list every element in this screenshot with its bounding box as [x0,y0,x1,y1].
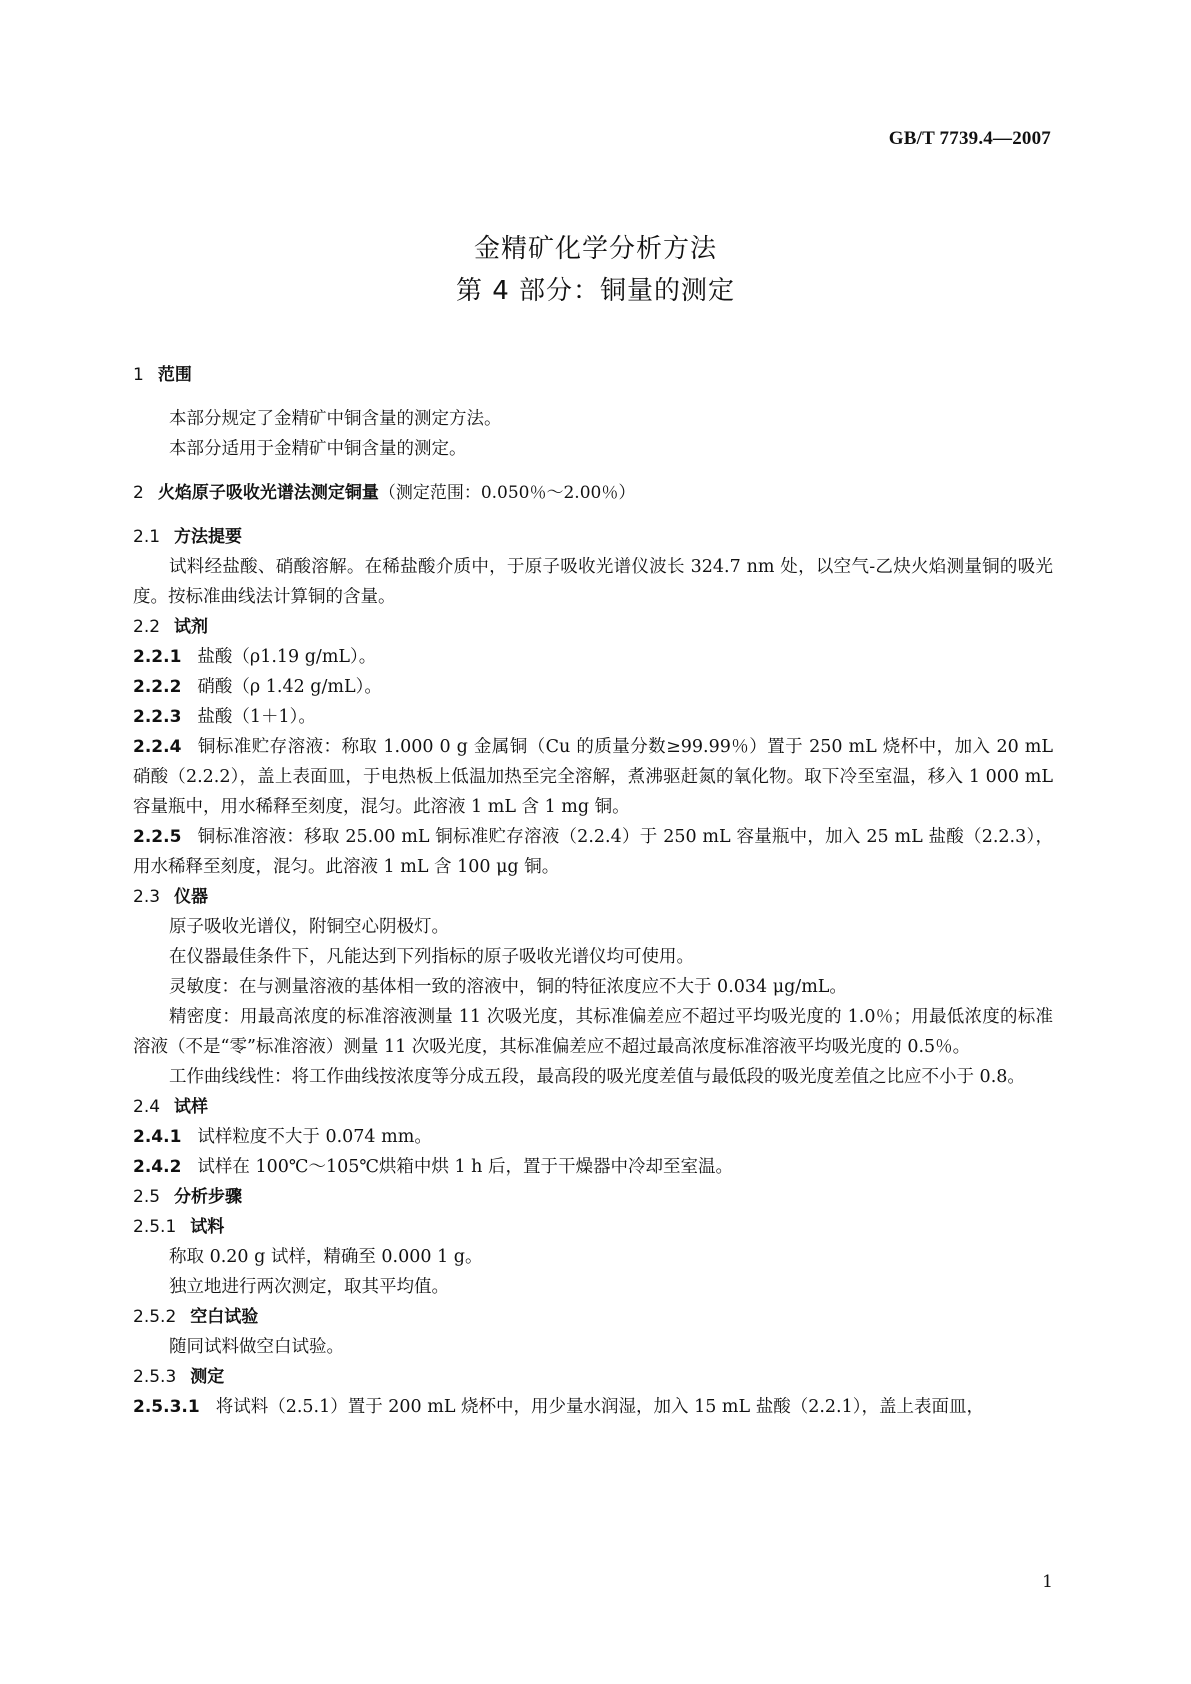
section-2-5-2-heading [133,1302,1053,1332]
section-2-1-heading [133,522,1053,552]
paragraph: 独立地进行两次测定，取其平均值。 [169,1277,449,1297]
section-number: 2.5.3 [133,1367,177,1387]
section-subtitle: （测定范围：0.050％～2.00％） [378,483,636,503]
section-2-5-heading [133,1182,1053,1212]
item-number: 2.2.2 [133,677,182,697]
section-2-5-3-heading [133,1362,1053,1392]
list-item [133,732,1053,822]
paragraph: 本部分适用于金精矿中铜含量的测定。 [169,439,467,459]
section-title: 空白试验 [190,1307,259,1327]
section-title: 方法提要 [174,527,243,547]
item-number: 2.2.1 [133,647,182,667]
section-number: 2.2 [133,617,161,637]
title-line-2: 第 4 部分：铜量的测定 [455,276,736,306]
page-number: 1 [1042,1572,1053,1592]
section-number: 2 [133,483,144,503]
section-title: 试料 [190,1217,225,1237]
section-number: 2.4 [133,1097,161,1117]
item-number: 2.2.4 [133,737,182,757]
item-text: 铜标准溶液：移取 25.00 mL 铜标准贮存溶液（2.2.4）于 250 mL 容量瓶中，加入 25 mL 盐酸（2.2.3），用水稀释至刻度，混匀。此溶液 1 mL 含 100 μg 铜。 [133,827,1053,877]
document-body [133,360,1053,1422]
section-2-heading [133,478,1053,508]
list-item [133,1122,1053,1152]
document-title [0,228,1191,312]
list-item [133,672,1053,702]
item-text: 盐酸（ρ1.19 g/mL）。 [197,647,377,667]
paragraph: 在仪器最佳条件下，凡能达到下列指标的原子吸收光谱仪均可使用。 [169,947,694,967]
list-item [133,1152,1053,1182]
item-text: 铜标准贮存溶液：称取 1.000 0 g 金属铜（Cu 的质量分数≥99.99％）置于 250 mL 烧杯中，加入 20 mL 硝酸（2.2.2），盖上表面皿，于电热板上低温加热至完全溶解，煮沸驱赶氮的氧化物。取下冷至室温，移入 1 000 mL 容量瓶中，用水稀释至刻度，混匀。此溶液 1 mL 含 1 mg 铜。 [133,737,1053,817]
section-number: 2.1 [133,527,161,547]
item-text: 将试料（2.5.1）置于 200 mL 烧杯中，用少量水润湿，加入 15 mL 盐酸（2.2.1），盖上表面皿， [215,1397,984,1417]
standard-number: GB/T 7739.4—2007 [888,128,1051,149]
item-text: 盐酸（1＋1）。 [197,707,316,727]
paragraph: 随同试料做空白试验。 [169,1337,344,1357]
title-line-1: 金精矿化学分析方法 [473,234,717,264]
section-title: 测定 [190,1367,225,1387]
paragraph: 工作曲线线性：将工作曲线按浓度等分成五段，最高段的吸光度差值与最低段的吸光度差值之比应不小于 0.8。 [169,1067,1025,1087]
section-2-2-heading [133,612,1053,642]
section-number: 2.5.1 [133,1217,177,1237]
section-number: 2.3 [133,887,161,907]
paragraph: 精密度：用最高浓度的标准溶液测量 11 次吸光度，其标准偏差应不超过平均吸光度的 1.0％；用最低浓度的标准溶液（不是“零”标准溶液）测量 11 次吸光度，其标准偏差应不超过最高浓度标准溶液平均吸光度的 0.5％。 [133,1007,1053,1057]
paragraph: 本部分规定了金精矿中铜含量的测定方法。 [169,409,502,429]
list-item [133,642,1053,672]
section-1-heading [133,360,1053,390]
item-number: 2.4.1 [133,1127,182,1147]
section-title: 火焰原子吸收光谱法测定铜量 [157,483,379,503]
paragraph: 称取 0.20 g 试样，精确至 0.000 1 g。 [169,1247,483,1267]
list-item [133,1392,1053,1422]
section-title: 试剂 [174,617,209,637]
section-number: 1 [133,365,144,385]
item-number: 2.5.3.1 [133,1397,200,1417]
section-number: 2.5 [133,1187,161,1207]
list-item [133,822,1053,882]
item-number: 2.2.5 [133,827,182,847]
section-2-3-heading [133,882,1053,912]
paragraph: 灵敏度：在与测量溶液的基体相一致的溶液中，铜的特征浓度应不大于 0.034 μg/mL。 [169,977,847,997]
section-title: 范围 [157,365,192,385]
item-text: 试样在 100℃～105℃烘箱中烘 1 h 后，置于干燥器中冷却至室温。 [197,1157,734,1177]
section-2-5-1-heading [133,1212,1053,1242]
paragraph: 试料经盐酸、硝酸溶解。在稀盐酸介质中，于原子吸收光谱仪波长 324.7 nm 处，以空气-乙炔火焰测量铜的吸光度。按标准曲线法计算铜的含量。 [133,557,1053,607]
paragraph: 原子吸收光谱仪，附铜空心阴极灯。 [169,917,449,937]
section-2-4-heading [133,1092,1053,1122]
item-number: 2.4.2 [133,1157,182,1177]
list-item [133,702,1053,732]
item-number: 2.2.3 [133,707,182,727]
item-text: 试样粒度不大于 0.074 mm。 [197,1127,432,1147]
section-number: 2.5.2 [133,1307,177,1327]
item-text: 硝酸（ρ 1.42 g/mL）。 [197,677,382,697]
section-title: 试样 [174,1097,209,1117]
section-title: 分析步骤 [174,1187,243,1207]
section-title: 仪器 [174,887,209,907]
